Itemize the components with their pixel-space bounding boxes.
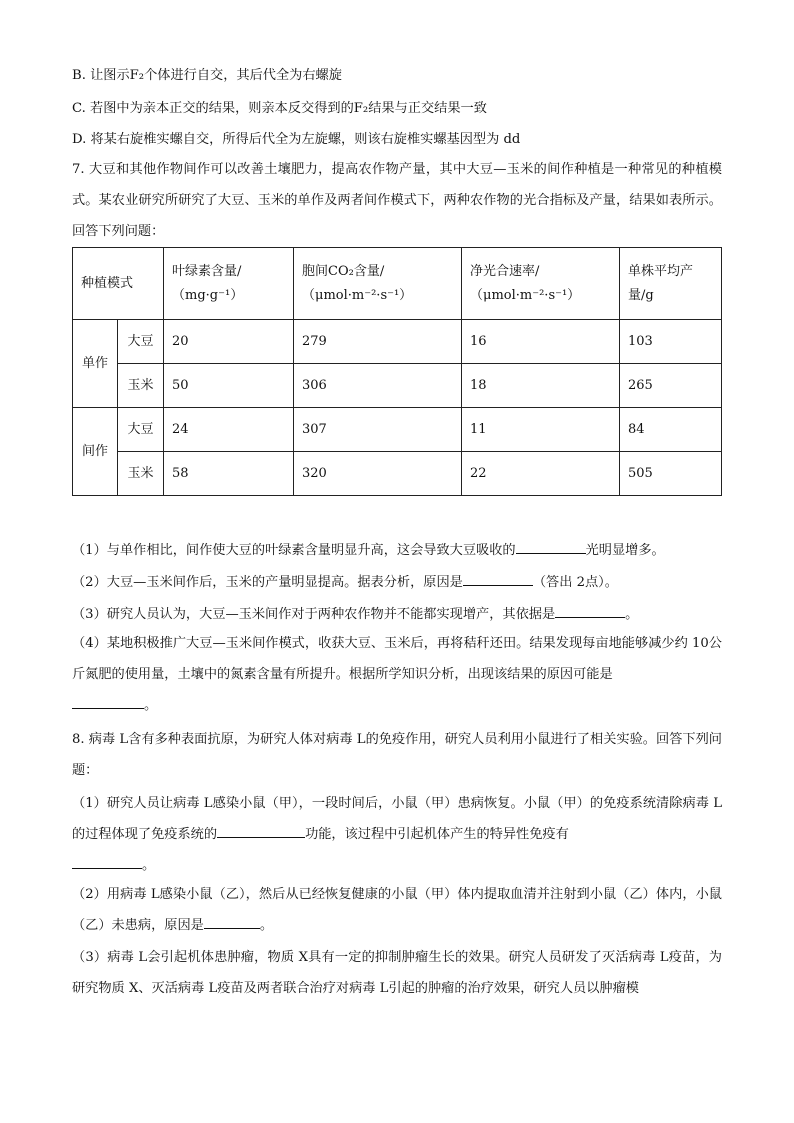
q7-sub1: [72, 539, 665, 561]
answer-blank[interactable]: [72, 854, 142, 869]
table-row: [73, 452, 722, 496]
row-group-mode: 间作: [73, 408, 118, 496]
row-crop: 大豆: [118, 320, 164, 364]
q7-sub3-tail: 。: [625, 607, 639, 622]
cell-rate: 16: [462, 320, 620, 364]
header-mode: 种植模式: [73, 248, 164, 320]
cell-chlorophyll: 58: [164, 452, 294, 496]
q7-sub1-text: （1）与单作相比，间作使大豆的叶绿素含量明显升高，这会导致大豆吸收的: [72, 543, 516, 558]
cell-rate: 22: [462, 452, 620, 496]
row-group-mode: 单作: [73, 320, 118, 408]
option-b: B. 让图示F₂个体进行自交，其后代全为右螺旋: [72, 68, 342, 83]
table-row: [73, 320, 722, 364]
cell-co2: 306: [294, 364, 462, 408]
q7-sub2-tail: （答出 2点）。: [532, 575, 618, 590]
photosynthesis-table: [72, 247, 722, 496]
row-crop: 大豆: [118, 408, 164, 452]
q7-sub3-text: （3）研究人员认为，大豆—玉米间作对于两种农作物并不能都实现增产，其依据是: [72, 607, 556, 622]
q8-sub1-mid: 功能，该过程中引起机体产生的特异性免疫有: [305, 827, 569, 842]
cell-chlorophyll: 20: [164, 320, 294, 364]
cell-yield: 505: [620, 452, 722, 496]
option-d: D. 将某右旋椎实螺自交，所得后代全为左旋螺，则该右旋椎实螺基因型为 dd: [72, 132, 521, 147]
cell-yield: 103: [620, 320, 722, 364]
q8-sub1: [72, 788, 722, 881]
answer-blank[interactable]: [204, 914, 260, 929]
q7-sub1-tail: 光明显增多。: [585, 543, 665, 558]
header-chlorophyll: 叶绿素含量/（mg·g⁻¹）: [164, 248, 294, 320]
q8-sub2-text: （2）用病毒 L感染小鼠（乙），然后从已经恢复健康的小鼠（甲）体内提取血清并注射到小鼠（乙）体内，小鼠（乙）未患病，原因是: [72, 887, 722, 933]
question-8-stem: 8. 病毒 L含有多种表面抗原，为研究人体对病毒 L的免疫作用，研究人员利用小鼠进行了相关实验。回答下列问题：: [72, 732, 722, 778]
question-7-stem: 7. 大豆和其他作物间作可以改善土壤肥力，提高农作物产量，其中大豆—玉米的间作种植是一种常见的种植模式。某农业研究所研究了大豆、玉米的单作及两者间作模式下，两种农作物的光合指标及产量，结果如表所示。回答下列问题：: [72, 162, 722, 239]
q7-sub3: [72, 603, 638, 625]
cell-rate: 18: [462, 364, 620, 408]
q7-sub4-text: （4）某地积极推广大豆—玉米间作模式，收获大豆、玉米后，再将秸秆还田。结果发现每亩地能够减少约 10公斤氮肥的使用量，土壤中的氮素含量有所提升。根据所学知识分析，出现该结果的原因可能是: [72, 636, 722, 682]
header-rate: 净光合速率/（μmol·m⁻²·s⁻¹）: [462, 248, 620, 320]
answer-blank[interactable]: [72, 694, 144, 709]
header-yield: 单株平均产量/g: [620, 248, 722, 320]
q8-sub2-tail: 。: [259, 918, 274, 933]
cell-co2: 320: [294, 452, 462, 496]
header-co2: 胞间CO₂含量/（μmol·m⁻²·s⁻¹）: [294, 248, 462, 320]
cell-co2: 307: [294, 408, 462, 452]
q7-sub2-text: （2）大豆—玉米间作后，玉米的产量明显提高。据表分析，原因是: [72, 575, 463, 590]
table-row: [73, 364, 722, 408]
answer-blank[interactable]: [217, 823, 305, 838]
answer-blank[interactable]: [463, 571, 533, 586]
q7-sub4: [72, 628, 722, 721]
row-crop: 玉米: [118, 364, 164, 408]
q8-sub3: （3）病毒 L会引起机体患肿瘤，物质 X具有一定的抑制肿瘤生长的效果。研究人员研发了灭活病毒 L疫苗，为研究物质 X、灭活病毒 L疫苗及两者联合治疗对病毒 L引起的肿瘤的治疗效果，研究人员以肿瘤模: [72, 950, 722, 996]
cell-rate: 11: [462, 408, 620, 452]
cell-chlorophyll: 24: [164, 408, 294, 452]
q8-sub1-text: （1）研究人员让病毒 L感染小鼠（甲），一段时间后，小鼠（甲）患病恢复。小鼠（甲）的免疫系统清除病毒 L的过程体现了免疫系统的: [72, 796, 722, 842]
answer-blank[interactable]: [516, 539, 586, 554]
q7-sub2: [72, 571, 618, 593]
cell-yield: 84: [620, 408, 722, 452]
row-crop: 玉米: [118, 452, 164, 496]
cell-chlorophyll: 50: [164, 364, 294, 408]
cell-yield: 265: [620, 364, 722, 408]
q7-sub4-tail: 。: [144, 698, 158, 713]
q8-sub2: [72, 879, 722, 941]
answer-blank[interactable]: [555, 603, 625, 618]
table-row: [73, 408, 722, 452]
q8-sub1-tail: 。: [142, 858, 156, 873]
option-c: C. 若图中为亲本正交的结果，则亲本反交得到的F₂结果与正交结果一致: [72, 101, 487, 116]
table-header-row: [73, 248, 722, 320]
cell-co2: 279: [294, 320, 462, 364]
